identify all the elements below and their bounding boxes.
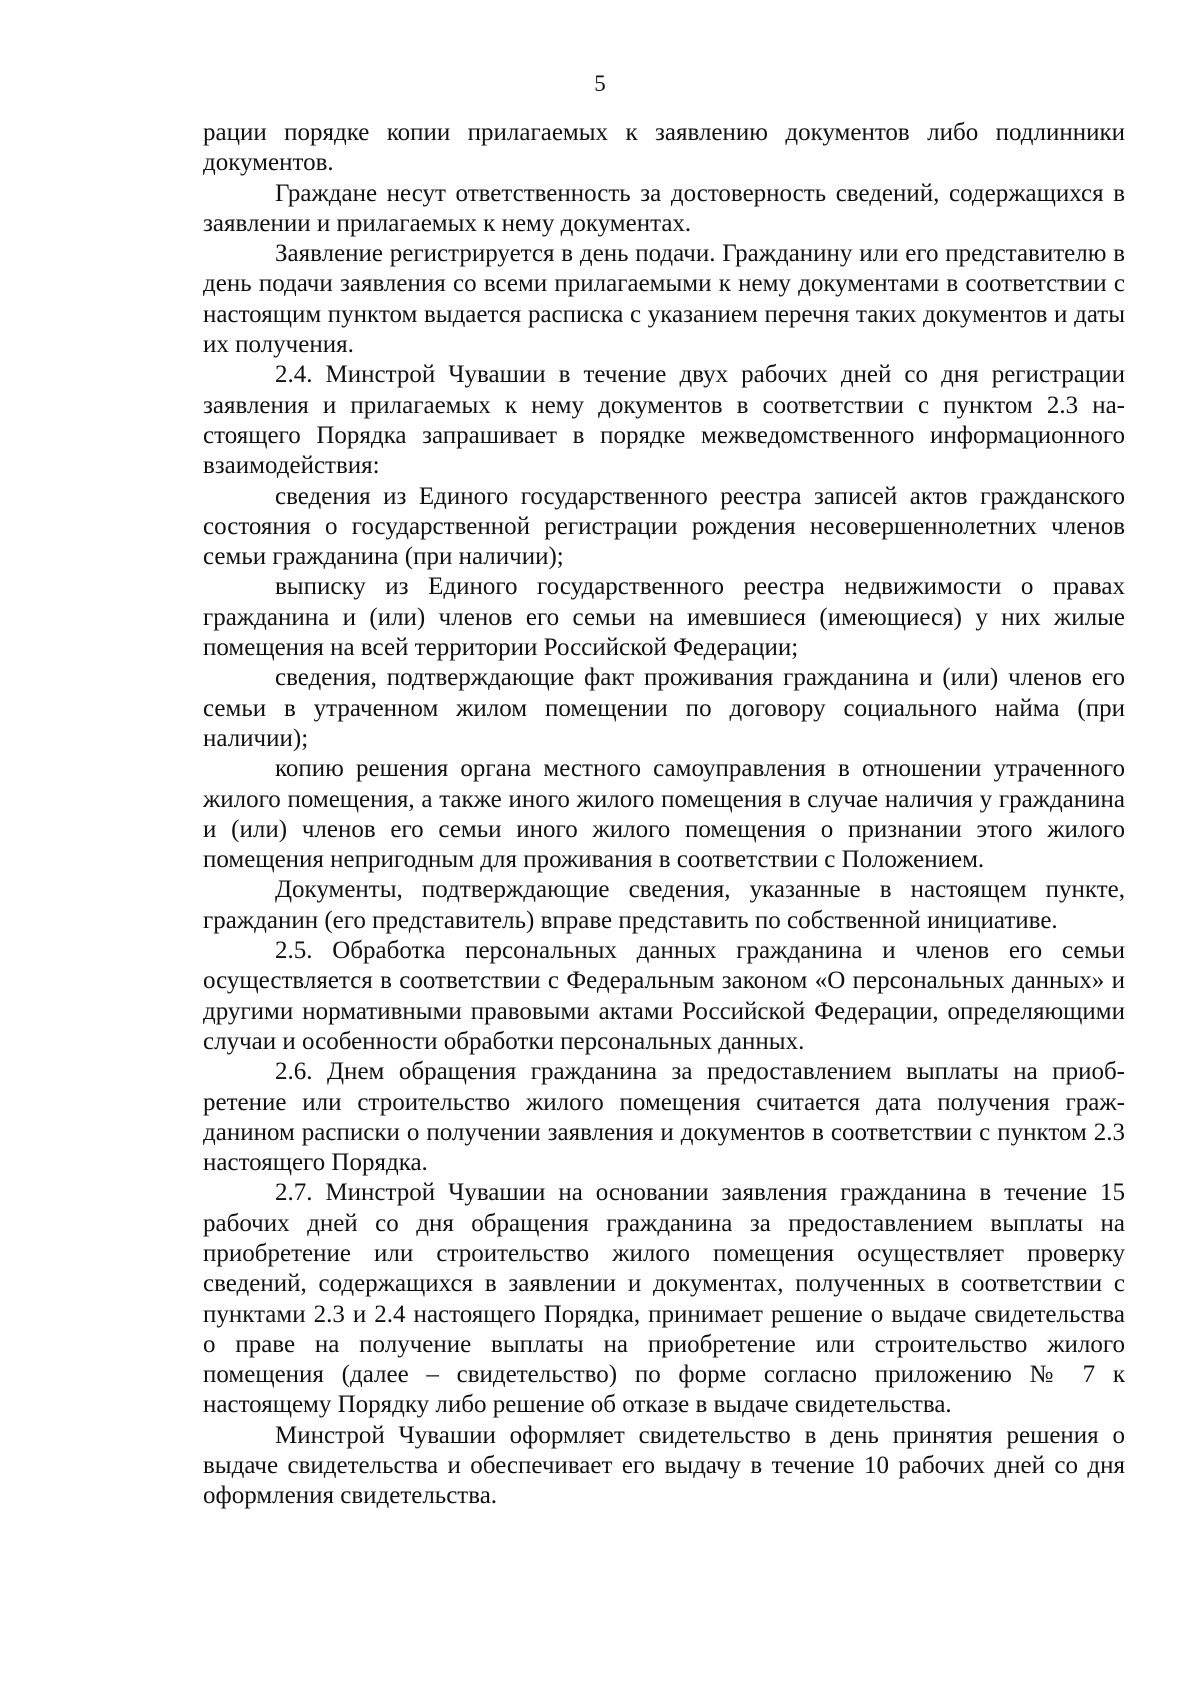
paragraph-clause-2-5: 2.5. Обработка персональных данных гражданина и членов его семьи осуществляется в соответствии с Федеральным законом «О персональных данных» и другими нормативными правовыми актами Российской Федерации, определяющими случаи и особенности обработки персональных данных.: [203, 937, 1125, 1055]
paragraph-local-authority-decision: копию решения органа местного самоуправления в отношении утраченного жилого помещения, а также иного жилого помещения в случае наличия у гражданина и (или) членов его семьи иного жилого помещения о признании этого жилого помещения непригодным для проживания в соответствии с Положением.: [203, 755, 1125, 874]
paragraph-citizens-responsibility: Граждане несут ответственность за достоверность сведений, содержащихся в заявлении и прилагаемых к нему документах.: [203, 179, 1125, 237]
paragraph-continuation: рации порядке копии прилагаемых к заявлению документов либо подлинники документов.: [203, 119, 1125, 177]
page-number: 5: [594, 71, 606, 96]
paragraph-residence-info: сведения, подтверждающие факт проживания гражданина и (или) членов его семьи в утраченном жилом помещении по договору социального найма (при наличии);: [203, 664, 1125, 752]
paragraph-clause-2-4: 2.4. Минстрой Чувашии в течение двух рабочих дней со дня регистрации заявления и прилагаемых к нему документов в соответствии с пунктом 2.3 настоящего Порядка запрашивает в порядке межведомственного информационного взаимодействия:: [203, 361, 1125, 480]
paragraph-clause-2-7: 2.7. Минстрой Чувашии на основании заявления гражданина в течение 15 рабочих дней со дня обращения гражданина за предоставлением выплаты на приобретение или строительство жилого помещения осуществляет проверку сведений, содержащихся в заявлении и документах, полученных в соответствии с пунктами 2.3 и 2.4 настоящего Порядка, принимает решение о выдаче свидетельства о праве на получение выплаты на приобретение или строительство жилого помещения (далее – свидетельство) по форме согласно приложению № 7 к настоящему Порядку либо решение об отказе в выдаче свидетельства.: [203, 1179, 1125, 1419]
document-body: [203, 118, 1125, 1512]
paragraph-clause-2-6: 2.6. Днем обращения гражданина за предоставлением выплаты на приобретение или строительство жилого помещения считается дата получения гражданином расписки о получении заявления и документов в соответствии с пунктом 2.3 настоящего Порядка.: [203, 1058, 1125, 1177]
paragraph-civil-registry-info: сведения из Единого государственного реестра записей актов гражданского состояния о государственной регистрации рождения несовершеннолетних членов семьи гражданина (при наличии);: [203, 482, 1125, 571]
paragraph-application-registration: Заявление регистрируется в день подачи. Гражданину или его представителю в день подачи заявления со всеми прилагаемыми к нему документами в соответствии с настоящим пунктом выдается расписка с указанием перечня таких документов и даты их получения.: [203, 240, 1125, 359]
paragraph-real-estate-extract: выписку из Единого государственного реестра недвижимости о правах гражданина и (или) членов его семьи на имевшиеся (имеющиеся) у них жилые помещения на всей территории Российской Федерации;: [203, 573, 1125, 662]
paragraph-own-initiative: Документы, подтверждающие сведения, указанные в настоящем пункте, гражданин (его представитель) вправе представить по собственной инициативе.: [203, 876, 1125, 934]
paragraph-certificate-issuance: Минстрой Чувашии оформляет свидетельство в день принятия решения о выдаче свидетельства и обеспечивает его выдачу в течение 10 рабочих дней со дня оформления свидетельства.: [203, 1421, 1125, 1510]
